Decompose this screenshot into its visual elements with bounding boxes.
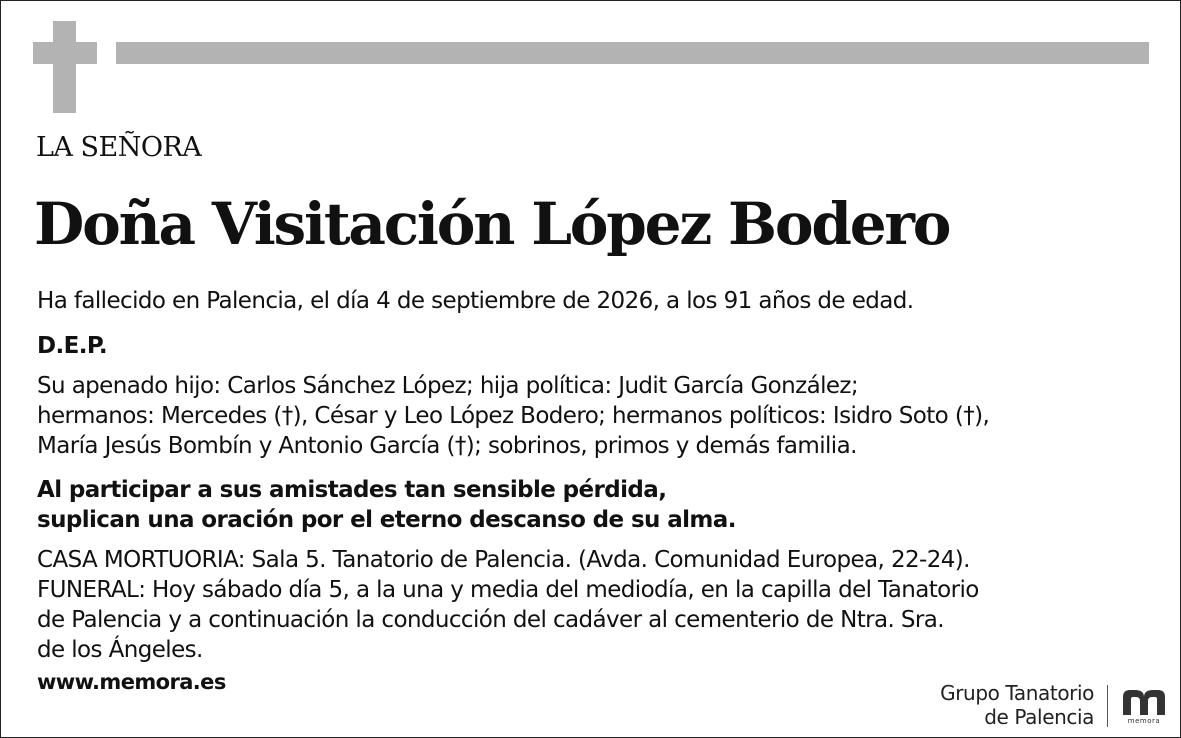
family-list [37,371,989,461]
family-line: María Jesús Bombín y Antonio García (†); sobrinos, primos y demás familia. [37,433,857,459]
service-line: CASA MORTUORIA: Sala 5. Tanatorio de Palencia. (Avda. Comunidad Europea, 22-24). [37,547,970,573]
deceased-name: Doña Visitación López Bodero [34,190,950,258]
cross-icon-arm [33,42,97,64]
prayer-line: Al participar a sus amistades tan sensible pérdida, [37,477,667,503]
funeral-home-name [940,681,1094,729]
funeral-home-line: de Palencia [984,705,1094,729]
death-announcement: Ha fallecido en Palencia, el día 4 de septiembre de 2026, a los 91 años de edad. [37,288,914,314]
service-line: de los Ángeles. [37,637,203,663]
family-line: Su apenado hijo: Carlos Sánchez López; hija política: Judit García González; [37,373,859,399]
logo-wordmark: memora [1127,717,1161,725]
prayer-request [37,475,736,535]
family-line: hermanos: Mercedes (†), César y Leo López Bodero; hermanos políticos: Isidro Soto (†), [37,403,990,429]
funeral-home-line: Grupo Tanatorio [940,681,1094,705]
header-rule [116,42,1149,64]
service-details [37,545,979,665]
rest-in-peace: D.E.P. [37,333,108,359]
prayer-line: suplican una oración por el eterno descanso de su alma. [37,507,736,533]
footer-divider [1107,685,1108,727]
service-line: de Palencia y a continuación la conducción del cadáver al cementerio de Ntra. Sra. [37,607,944,633]
cross-icon [53,21,76,113]
honorific: LA SEÑORA [36,132,202,163]
service-line: FUNERAL: Hoy sábado día 5, a la una y media del mediodía, en la capilla del Tanatorio [37,577,979,603]
website-link[interactable]: www.memora.es [37,670,226,694]
